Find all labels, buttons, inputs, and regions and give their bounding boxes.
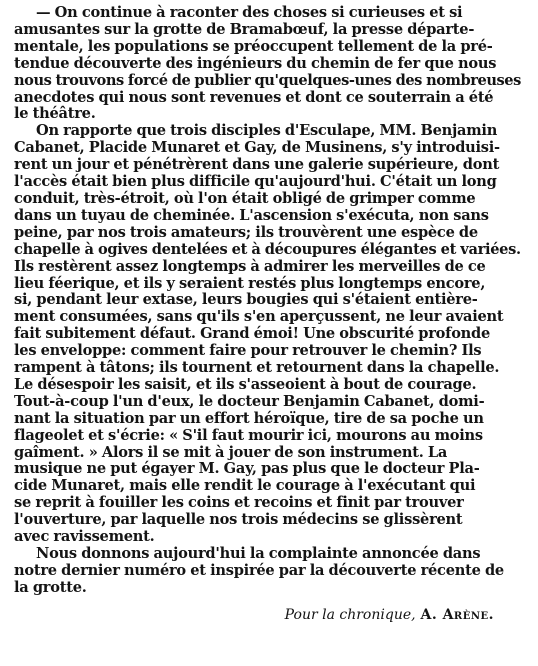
text-line: anecdotes qui nous sont revenues et dont ce souterrain a été: [14, 88, 494, 106]
article-paragraph-3: [14, 546, 524, 597]
text-line: fait subitement défaut. Grand émoi! Une obscurité profonde: [14, 325, 491, 343]
text-line: musique ne put égayer M. Gay, pas plus que le docteur Pla-: [14, 460, 480, 478]
text-line: flageolet et s'écrie: « S'il faut mourir ici, mourons au moins: [14, 426, 483, 444]
text-line: la grotte.: [14, 578, 87, 596]
article-signature: [14, 607, 524, 623]
article-paragraph-2: [14, 123, 524, 546]
text-line: nous trouvons forcé de publier qu'quelques-unes des nombreuses: [14, 71, 521, 89]
text-line: les enveloppe: comment faire pour retrouver le chemin? Ils: [14, 342, 482, 360]
text-line: notre dernier numéro et inspirée par la découverte récente de: [14, 561, 504, 579]
text-line: Le désespoir les saisit, et ils s'asseoient à bout de courage.: [14, 375, 477, 393]
article-paragraph-1: [14, 5, 524, 123]
text-line: Cabanet, Placide Munaret et Gay, de Musinens, s'y introduisi-: [14, 139, 500, 157]
text-line: peine, par nos trois amateurs; ils trouvèrent une espèce de: [14, 223, 478, 241]
text-line: dans un tuyau de cheminée. L'ascension s'exécuta, non sans: [14, 206, 489, 224]
text-line: rent un jour et pénétrèrent dans une galerie supérieure, dont: [14, 156, 500, 174]
text-line: Tout-à-coup l'un d'eux, le docteur Benjamin Cabanet, domi-: [14, 392, 485, 410]
text-line: si, pendant leur extase, leurs bougies qui s'étaient entière-: [14, 291, 478, 309]
text-line: cide Munaret, mais elle rendit le courage à l'exécutant qui: [14, 477, 476, 495]
text-line: se reprit à fouiller les coins et recoins et finit par trouver: [14, 494, 464, 512]
text-line: amusantes sur la grotte de Bramabœuf, la presse départe-: [14, 20, 475, 38]
text-line: lieu féerique, et ils y seraient restés plus longtemps encore,: [14, 274, 486, 292]
text-line: — On continue à raconter des choses si curieuses et si: [36, 4, 463, 21]
text-line: chapelle à ogives dentelées et à découpures élégantes et variées.: [14, 240, 521, 258]
text-line: ment consumées, sans qu'ils s'en aperçussent, ne leur avaient: [14, 308, 504, 326]
text-line: l'accès était bien plus difficile qu'aujourd'hui. C'était un long: [14, 173, 497, 191]
text-line: mentale, les populations se préoccupent tellement de la pré-: [14, 37, 493, 55]
text-line: rampent à tâtons; ils tournent et retournent dans la chapelle.: [14, 359, 500, 377]
text-line: nant la situation par un effort héroïque, tire de sa poche un: [14, 409, 484, 427]
text-line: Nous donnons aujourd'hui la complainte annoncée dans: [36, 545, 481, 562]
signature-author: A. Arène.: [420, 606, 494, 623]
text-line: On rapporte que trois disciples d'Esculape, MM. Benjamin: [36, 122, 498, 140]
text-line: Ils restèrent assez longtemps à admirer les merveilles de ce: [14, 257, 486, 275]
text-line: l'ouverture, par laquelle nos trois médecins se glissèrent: [14, 511, 463, 529]
text-line: tendue découverte des ingénieurs du chemin de fer que nous: [14, 54, 497, 72]
text-line: avec ravissement.: [14, 528, 155, 546]
signature-prefix: Pour la chronique,: [284, 606, 416, 623]
text-line: conduit, très-étroit, où l'on était obligé de grimper comme: [14, 189, 476, 207]
text-line: gaîment. » Alors il se mit à jouer de son instrument. La: [14, 443, 448, 461]
text-line: le théâtre.: [14, 105, 96, 123]
